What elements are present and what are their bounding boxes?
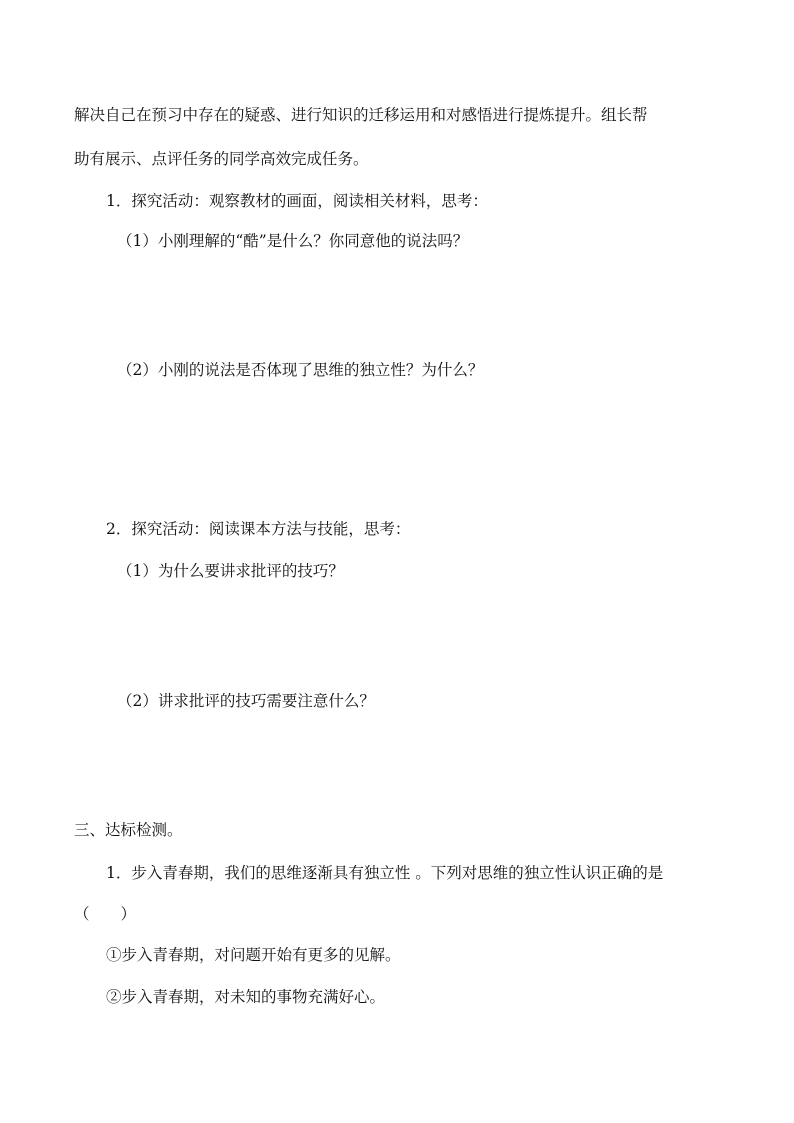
- section-3-heading: 三、达标检测。: [74, 821, 183, 839]
- question-1-stem: 1．步入青春期，我们的思维逐渐具有独立性 。下列对思维的独立性认识正确的是: [106, 864, 664, 882]
- activity-2-question-1: （1）为什么要讲求批评的技巧？: [117, 562, 344, 580]
- intro-line-1: 解决自己在预习中存在的疑惑、进行知识的迁移运用和对感悟进行提炼提升。组长帮: [74, 106, 648, 124]
- intro-line-2: 助有展示、点评任务的同学高效完成任务。: [74, 150, 369, 168]
- activity-2-title: 2．探究活动：阅读课本方法与技能，思考：: [106, 520, 411, 538]
- activity-1-question-2: （2）小刚的说法是否体现了思维的独立性？为什么？: [117, 361, 484, 379]
- activity-1-question-1: （1）小刚理解的“酷”是什么？你同意他的说法吗？: [117, 232, 469, 250]
- activity-1-title: 1．探究活动：观察教材的画面，阅读相关材料，思考：: [106, 192, 488, 210]
- question-1-option-1: ①步入青春期，对问题开始有更多的见解。: [106, 946, 401, 964]
- question-1-answer-blank: （ ）: [74, 905, 137, 923]
- activity-2-question-2: （2）讲求批评的技巧需要注意什么？: [117, 692, 375, 710]
- question-1-option-2: ②步入青春期，对未知的事物充满好心。: [106, 988, 386, 1006]
